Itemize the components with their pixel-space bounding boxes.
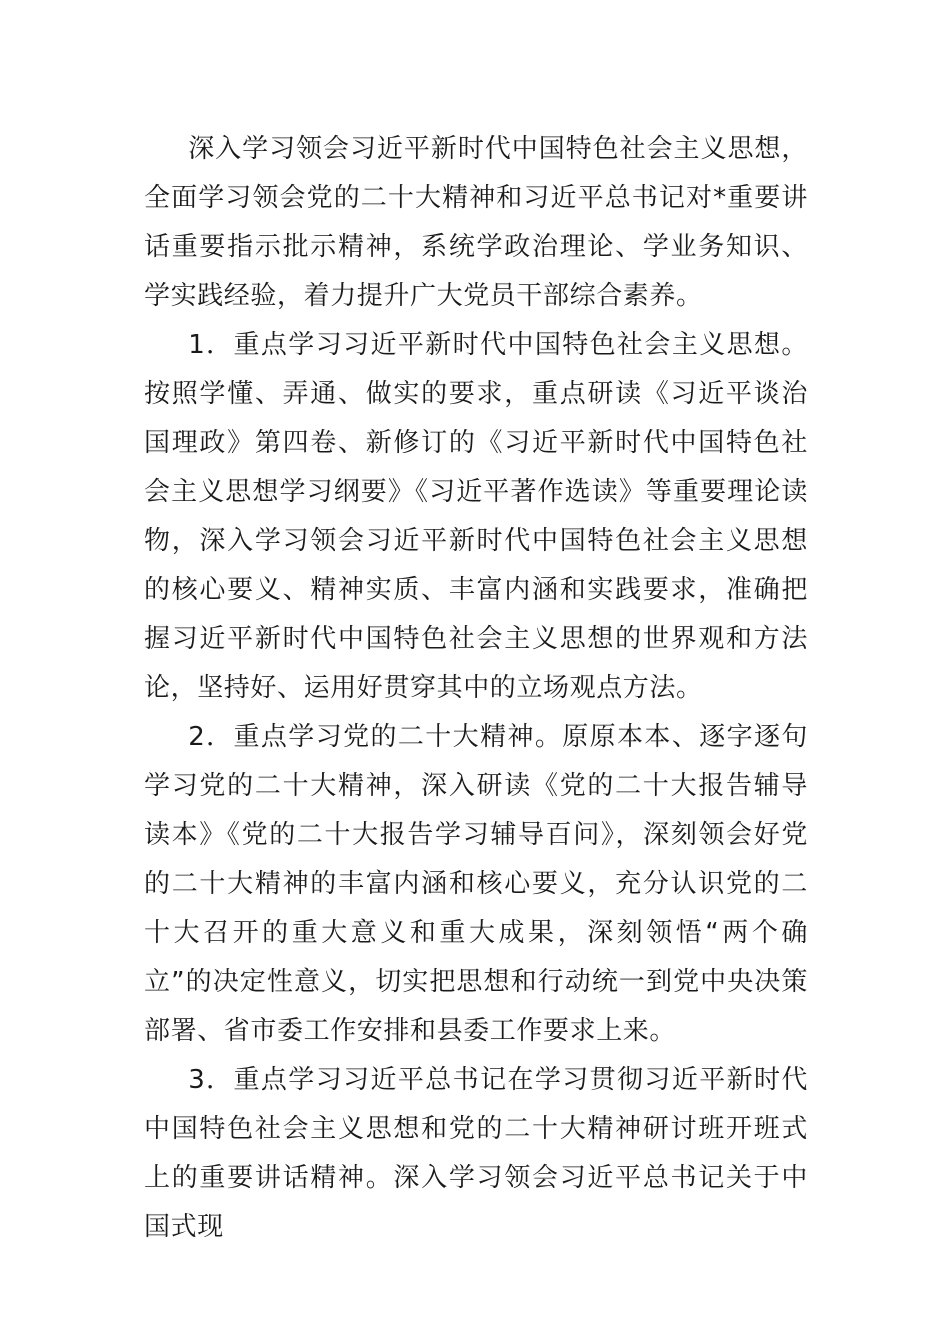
intro-paragraph: 深入学习领会习近平新时代中国特色社会主义思想，全面学习领会党的二十大精神和习近平总书记对*重要讲话重要指示批示精神，系统学政治理论、学业务知识、学实践经验，着力提升广大党员干部综合素养。 xyxy=(144,134,808,311)
item-2-paragraph: 2．重点学习党的二十大精神。原原本本、逐字逐句学习党的二十大精神，深入研读《党的二十大报告辅导读本》《党的二十大报告学习辅导百问》，深刻领会好党的二十大精神的丰富内涵和核心要义，充分认识党的二十大召开的重大意义和重大成果，深刻领悟“两个确立”的决定性意义，切实把思想和行动统一到党中央决策部署、省市委工作安排和县委工作要求上来。 xyxy=(144,722,808,1046)
item-3-paragraph: 3．重点学习习近平总书记在学习贯彻习近平新时代中国特色社会主义思想和党的二十大精神研讨班开班式上的重要讲话精神。深入学习领会习近平总书记关于中国式现 xyxy=(144,1065,808,1242)
item-1-paragraph: 1．重点学习习近平新时代中国特色社会主义思想。按照学懂、弄通、做实的要求，重点研读《习近平谈治国理政》第四卷、新修订的《习近平新时代中国特色社会主义思想学习纲要》《习近平著作选读》等重要理论读物，深入学习领会习近平新时代中国特色社会主义思想的核心要义、精神实质、丰富内涵和实践要求，准确把握习近平新时代中国特色社会主义思想的世界观和方法论，坚持好、运用好贯穿其中的立场观点方法。 xyxy=(144,330,808,703)
document-body xyxy=(144,125,808,1252)
